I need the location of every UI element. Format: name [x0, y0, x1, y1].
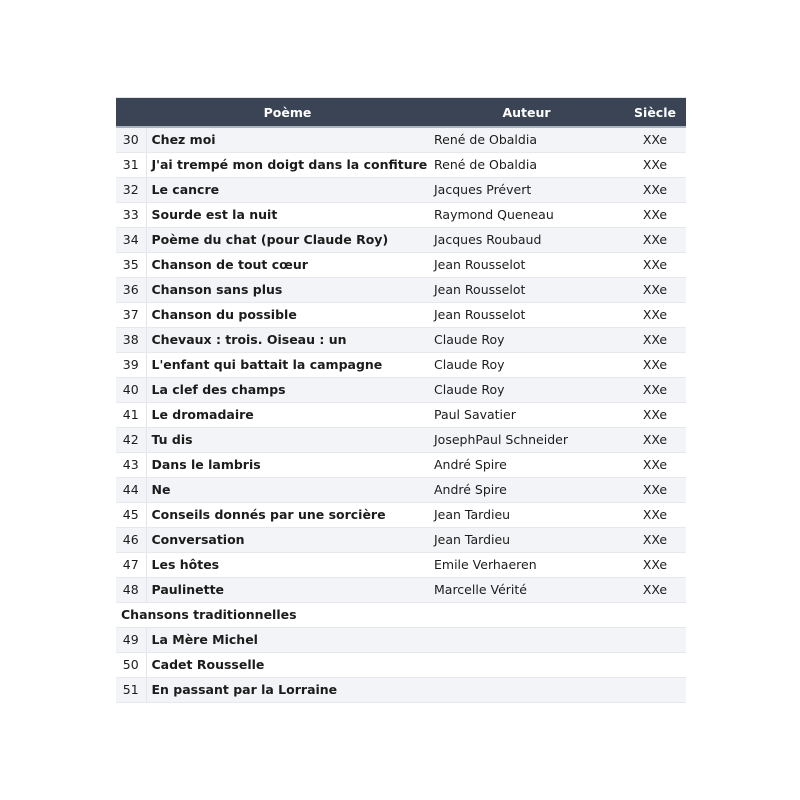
- poem-author: Jean Rousselot: [429, 252, 624, 277]
- poem-author: Jean Rousselot: [429, 302, 624, 327]
- poem-title: Paulinette: [146, 577, 429, 602]
- table-row[interactable]: [116, 327, 686, 352]
- poem-century: [624, 677, 686, 702]
- table-row[interactable]: [116, 377, 686, 402]
- poem-title: Le cancre: [146, 177, 429, 202]
- poem-century: XXe: [624, 427, 686, 452]
- table-row[interactable]: [116, 577, 686, 602]
- table-row[interactable]: [116, 352, 686, 377]
- section-title: Chansons traditionnelles: [116, 602, 686, 627]
- poem-title: Chanson du possible: [146, 302, 429, 327]
- poem-title: La Mère Michel: [146, 627, 429, 652]
- table-row[interactable]: [116, 502, 686, 527]
- poem-author: René de Obaldia: [429, 127, 624, 152]
- poem-century: XXe: [624, 452, 686, 477]
- row-number: 46: [116, 527, 146, 552]
- poem-century: XXe: [624, 252, 686, 277]
- poem-author: Claude Roy: [429, 352, 624, 377]
- header-number: [116, 98, 146, 127]
- poem-century: [624, 652, 686, 677]
- poem-title: Conseils donnés par une sorcière: [146, 502, 429, 527]
- poem-author: Claude Roy: [429, 327, 624, 352]
- table-row[interactable]: [116, 527, 686, 552]
- poem-title: Chanson sans plus: [146, 277, 429, 302]
- poem-century: XXe: [624, 352, 686, 377]
- row-number: 36: [116, 277, 146, 302]
- poem-title: La clef des champs: [146, 377, 429, 402]
- table-row[interactable]: [116, 302, 686, 327]
- row-number: 44: [116, 477, 146, 502]
- section-row: [116, 602, 686, 627]
- poem-author: André Spire: [429, 477, 624, 502]
- poem-author: JosephPaul Schneider: [429, 427, 624, 452]
- table-row[interactable]: [116, 227, 686, 252]
- row-number: 39: [116, 352, 146, 377]
- table-body: [116, 127, 686, 702]
- poem-author: Jean Tardieu: [429, 527, 624, 552]
- table-row[interactable]: [116, 277, 686, 302]
- poem-author: Jean Rousselot: [429, 277, 624, 302]
- poem-century: XXe: [624, 552, 686, 577]
- poem-title: Dans le lambris: [146, 452, 429, 477]
- poem-title: Conversation: [146, 527, 429, 552]
- row-number: 32: [116, 177, 146, 202]
- row-number: 34: [116, 227, 146, 252]
- poem-author: René de Obaldia: [429, 152, 624, 177]
- poem-title: Le dromadaire: [146, 402, 429, 427]
- poem-title: L'enfant qui battait la campagne: [146, 352, 429, 377]
- poem-author: Paul Savatier: [429, 402, 624, 427]
- poem-century: XXe: [624, 402, 686, 427]
- row-number: 47: [116, 552, 146, 577]
- header-author[interactable]: Auteur: [429, 98, 624, 127]
- poem-century: XXe: [624, 202, 686, 227]
- poem-author: Jacques Roubaud: [429, 227, 624, 252]
- poem-title: Cadet Rousselle: [146, 652, 429, 677]
- table-row[interactable]: [116, 627, 686, 652]
- poem-table: [116, 98, 686, 703]
- poem-century: [624, 627, 686, 652]
- poem-century: XXe: [624, 377, 686, 402]
- poem-title: Chanson de tout cœur: [146, 252, 429, 277]
- row-number: 50: [116, 652, 146, 677]
- poem-title: Tu dis: [146, 427, 429, 452]
- row-number: 31: [116, 152, 146, 177]
- row-number: 41: [116, 402, 146, 427]
- poem-century: XXe: [624, 477, 686, 502]
- poem-author: [429, 652, 624, 677]
- poem-century: XXe: [624, 177, 686, 202]
- poem-author: Claude Roy: [429, 377, 624, 402]
- poem-century: XXe: [624, 302, 686, 327]
- poem-century: XXe: [624, 152, 686, 177]
- row-number: 43: [116, 452, 146, 477]
- row-number: 37: [116, 302, 146, 327]
- poem-century: XXe: [624, 227, 686, 252]
- poem-century: XXe: [624, 327, 686, 352]
- poem-title: Ne: [146, 477, 429, 502]
- table-row[interactable]: [116, 477, 686, 502]
- poem-title: Chez moi: [146, 127, 429, 152]
- table-row[interactable]: [116, 652, 686, 677]
- row-number: 45: [116, 502, 146, 527]
- row-number: 51: [116, 677, 146, 702]
- poem-century: XXe: [624, 127, 686, 152]
- row-number: 42: [116, 427, 146, 452]
- table-row[interactable]: [116, 452, 686, 477]
- table-row[interactable]: [116, 177, 686, 202]
- row-number: 35: [116, 252, 146, 277]
- table-row[interactable]: [116, 402, 686, 427]
- table-row[interactable]: [116, 552, 686, 577]
- poem-title: Chevaux : trois. Oiseau : un: [146, 327, 429, 352]
- table-row[interactable]: [116, 427, 686, 452]
- table-header-row: [116, 98, 686, 127]
- table-row[interactable]: [116, 677, 686, 702]
- poem-century: XXe: [624, 502, 686, 527]
- poem-author: André Spire: [429, 452, 624, 477]
- poem-title: J'ai trempé mon doigt dans la confiture: [146, 152, 429, 177]
- poem-title: Les hôtes: [146, 552, 429, 577]
- poem-author: [429, 677, 624, 702]
- poem-title: Sourde est la nuit: [146, 202, 429, 227]
- poem-table-container: [116, 97, 686, 703]
- poem-author: Jean Tardieu: [429, 502, 624, 527]
- header-century[interactable]: Siècle: [624, 98, 686, 127]
- poem-author: Jacques Prévert: [429, 177, 624, 202]
- poem-author: Marcelle Vérité: [429, 577, 624, 602]
- poem-title: En passant par la Lorraine: [146, 677, 429, 702]
- table-row[interactable]: [116, 202, 686, 227]
- poem-author: Emile Verhaeren: [429, 552, 624, 577]
- row-number: 38: [116, 327, 146, 352]
- table-row[interactable]: [116, 152, 686, 177]
- poem-century: XXe: [624, 527, 686, 552]
- table-row[interactable]: [116, 127, 686, 152]
- header-poem[interactable]: Poème: [146, 98, 429, 127]
- row-number: 49: [116, 627, 146, 652]
- poem-century: XXe: [624, 277, 686, 302]
- poem-author: [429, 627, 624, 652]
- poem-century: XXe: [624, 577, 686, 602]
- poem-title: Poème du chat (pour Claude Roy): [146, 227, 429, 252]
- row-number: 30: [116, 127, 146, 152]
- table-row[interactable]: [116, 252, 686, 277]
- poem-author: Raymond Queneau: [429, 202, 624, 227]
- row-number: 33: [116, 202, 146, 227]
- row-number: 48: [116, 577, 146, 602]
- row-number: 40: [116, 377, 146, 402]
